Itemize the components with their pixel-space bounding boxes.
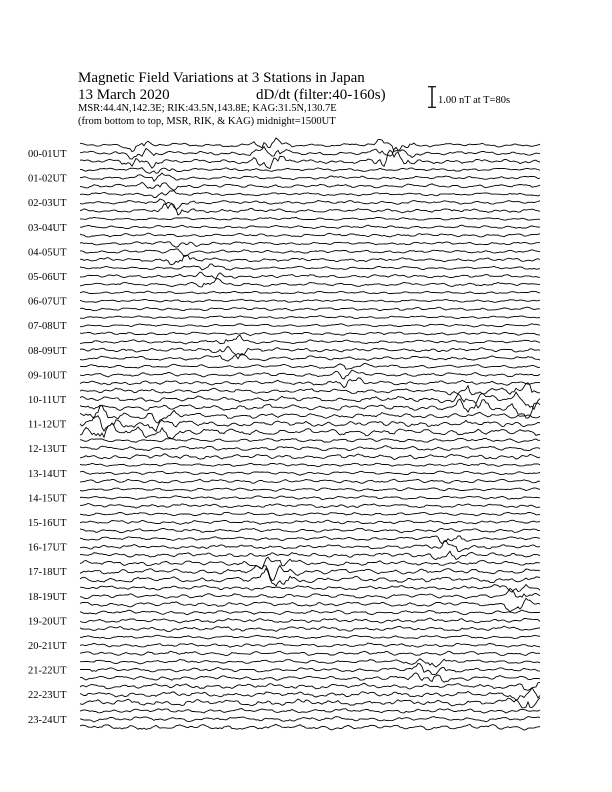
trace-msr xyxy=(80,307,540,311)
trace-msr xyxy=(80,378,540,388)
trace-msr xyxy=(80,504,540,509)
trace-msr xyxy=(80,528,540,532)
row-label: 06-07UT xyxy=(28,296,67,308)
trace-msr xyxy=(80,479,540,483)
trace-kag xyxy=(80,659,540,667)
trace-msr xyxy=(80,423,540,439)
trace-kag xyxy=(80,512,540,516)
trace-rik xyxy=(80,717,540,722)
trace-kag xyxy=(80,264,540,270)
trace-rik xyxy=(80,346,540,355)
row-label: 03-04UT xyxy=(28,222,67,234)
row-label: 21-22UT xyxy=(28,665,67,677)
trace-rik xyxy=(80,249,540,257)
trace-rik xyxy=(80,496,540,500)
trace-kag xyxy=(80,316,540,319)
trace-rik xyxy=(80,618,540,623)
row-label: 01-02UT xyxy=(28,173,67,185)
trace-msr xyxy=(80,651,540,656)
trace-msr xyxy=(80,626,540,632)
trace-kag xyxy=(80,364,540,370)
row-label: 20-21UT xyxy=(28,641,67,652)
trace-kag xyxy=(80,488,540,492)
trace-rik xyxy=(80,299,540,302)
row-label: 00-01UT xyxy=(28,149,67,160)
trace-rik xyxy=(80,471,540,475)
trace-rik xyxy=(80,520,540,524)
trace-kag xyxy=(80,168,540,174)
trace-rik xyxy=(80,324,540,327)
trace-kag xyxy=(80,610,540,615)
trace-kag xyxy=(80,463,540,466)
trace-kag xyxy=(80,138,540,152)
trace-kag xyxy=(80,709,540,713)
row-label: 09-10UT xyxy=(28,370,67,382)
trace-msr xyxy=(80,598,540,611)
trace-msr xyxy=(80,568,540,586)
trace-kag xyxy=(80,291,540,294)
trace-kag xyxy=(80,585,540,593)
trace-kag xyxy=(80,635,540,639)
row-label: 12-13UT xyxy=(28,444,67,456)
order-note: (from bottom to top, MSR, RIK, & KAG) midnight=1500UT xyxy=(78,116,336,127)
trace-msr xyxy=(80,355,540,361)
trace-rik xyxy=(80,664,540,675)
row-label: 13-14UT xyxy=(28,468,67,480)
trace-rik xyxy=(80,541,540,552)
trace-msr xyxy=(80,279,540,287)
trace-msr xyxy=(80,698,540,708)
row-label: 14-15UT xyxy=(28,493,67,505)
row-label: 18-19UT xyxy=(28,591,67,603)
trace-kag xyxy=(80,335,540,344)
stations-label: MSR:44.4N,142.3E; RIK:43.5N,143.8E; KAG:31.5N,130.7E xyxy=(78,103,337,114)
trace-kag xyxy=(80,242,540,247)
chart-title: Magnetic Field Variations at 3 Stations in Japan xyxy=(78,70,365,86)
trace-rik xyxy=(80,173,540,181)
trace-kag xyxy=(80,383,540,395)
trace-kag xyxy=(80,557,540,569)
row-label: 07-08UT xyxy=(28,321,67,333)
row-label: 05-06UT xyxy=(28,272,67,283)
trace-kag xyxy=(80,191,540,198)
trace-msr xyxy=(80,454,540,460)
trace-rik xyxy=(80,588,540,598)
trace-kag xyxy=(80,438,540,442)
row-label: 23-24UT xyxy=(28,714,67,726)
trace-msr xyxy=(80,255,540,265)
row-label: 08-09UT xyxy=(28,345,67,357)
trace-rik xyxy=(80,643,540,647)
trace-kag xyxy=(80,536,540,544)
trace-rik xyxy=(80,225,540,229)
row-label: 17-18UT xyxy=(28,567,67,579)
trace-msr xyxy=(80,182,540,190)
trace-msr xyxy=(80,204,540,215)
trace-kag xyxy=(80,682,540,690)
trace-kag xyxy=(80,217,540,220)
trace-msr xyxy=(80,551,540,559)
trace-msr xyxy=(80,724,540,730)
scale-label: 1.00 nT at T=80s xyxy=(438,95,511,106)
row-label: 22-23UT xyxy=(28,690,67,702)
trace-msr xyxy=(80,332,540,335)
trace-rik xyxy=(80,446,540,451)
date-label: 13 March 2020 xyxy=(78,87,170,103)
row-label: 19-20UT xyxy=(28,616,67,628)
row-label: 11-12UT xyxy=(28,419,67,431)
trace-rik xyxy=(80,392,540,409)
component-label: dD/dt (filter:40-160s) xyxy=(256,87,386,103)
row-label: 15-16UT xyxy=(28,518,67,529)
trace-rik xyxy=(80,370,540,379)
row-label: 04-05UT xyxy=(28,247,67,259)
trace-rik xyxy=(80,147,540,159)
row-label: 16-17UT xyxy=(28,542,67,554)
trace-rik xyxy=(80,272,540,279)
trace-rik xyxy=(80,688,540,700)
trace-msr xyxy=(80,233,540,237)
trace-msr xyxy=(80,673,540,682)
trace-rik xyxy=(80,199,540,210)
row-label: 02-03UT xyxy=(28,198,67,210)
row-label: 10-11UT xyxy=(28,395,67,406)
